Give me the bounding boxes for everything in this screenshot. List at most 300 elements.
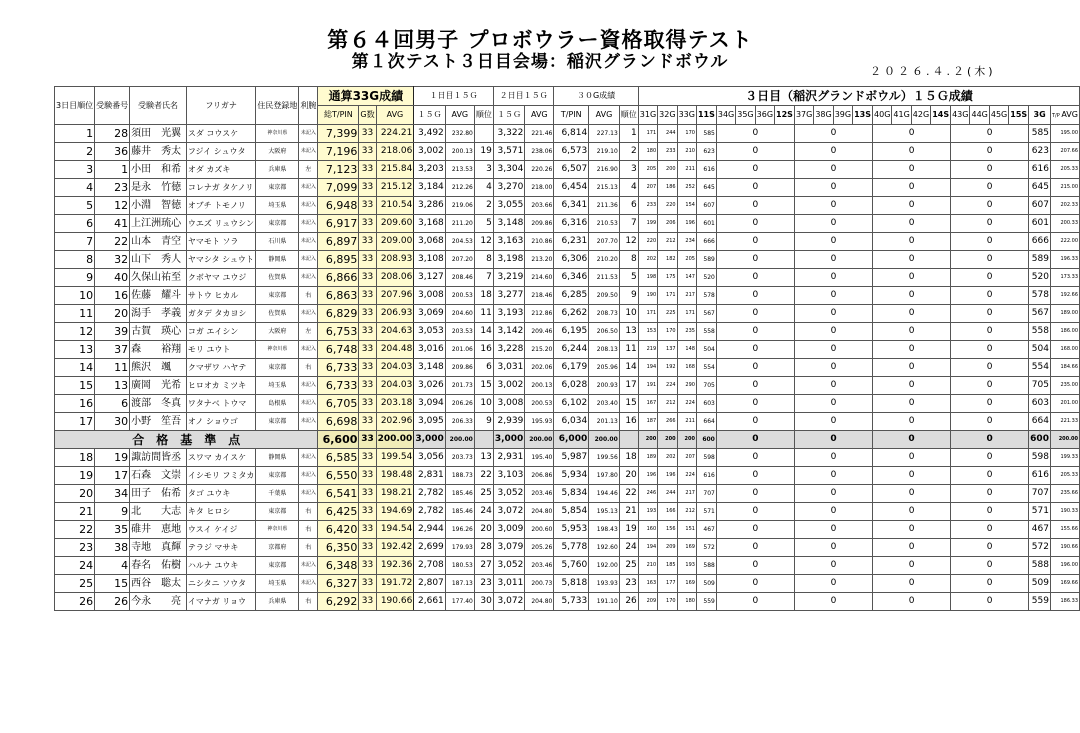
game-33-cell: 207 xyxy=(677,449,696,467)
exam-no-cell: 19 xyxy=(95,449,130,467)
d1-rank-cell: 28 xyxy=(474,539,493,557)
total-avg-cell: 215.12 xyxy=(376,179,414,197)
d1-rank-cell: 19 xyxy=(474,143,493,161)
series-15-cell: 0 xyxy=(951,287,1029,305)
series-15-cell: 0 xyxy=(951,179,1029,197)
d2-avg-cell: 238.06 xyxy=(525,143,554,161)
header-d1-avg: AVG xyxy=(445,106,474,125)
game-count-cell: 33 xyxy=(359,539,376,557)
d1-rank-cell: 8 xyxy=(474,251,493,269)
g30-rank-cell: 15 xyxy=(619,395,638,413)
furigana-cell: ワタナベ トウマ xyxy=(186,395,256,413)
d1-avg-cell: 208.46 xyxy=(445,269,474,287)
total-avg-cell: 204.03 xyxy=(376,359,414,377)
g30-avg-cell: 209.50 xyxy=(589,287,620,305)
game-32-cell: 212 xyxy=(658,233,677,251)
series-14-cell: 0 xyxy=(873,179,951,197)
d1-avg-cell: 232.80 xyxy=(445,125,474,143)
d2-avg-cell: 200.60 xyxy=(525,521,554,539)
name-cell: 佐藤 耀斗 xyxy=(130,287,187,305)
g30-pin-cell: 6,102 xyxy=(554,395,589,413)
total-avg-cell: 198.21 xyxy=(376,485,414,503)
table-row xyxy=(55,305,1080,323)
exam-no-cell: 30 xyxy=(95,413,130,431)
hand-cell: 未記入 xyxy=(299,413,318,431)
game-33-cell: 252 xyxy=(677,179,696,197)
furigana-cell: ガタデ タカヨシ xyxy=(186,305,256,323)
header-game-33g: 33G xyxy=(677,106,696,125)
g30-pin-cell: 6,346 xyxy=(554,269,589,287)
exam-no-cell: 20 xyxy=(95,305,130,323)
d2-pin-cell: 2,931 xyxy=(493,449,524,467)
series-12-cell: 0 xyxy=(716,125,794,143)
exam-no-cell: 1 xyxy=(95,161,130,179)
game-count-cell: 33 xyxy=(359,323,376,341)
game-33-cell: 193 xyxy=(677,557,696,575)
g3-avg-cell: 195.00 xyxy=(1050,125,1079,143)
exam-no-cell: 23 xyxy=(95,179,130,197)
g3-total-cell: 571 xyxy=(1029,503,1051,521)
header-game-39g: 39G xyxy=(833,106,852,125)
d2-pin-cell: 3,193 xyxy=(493,305,524,323)
g3-avg-cell: 222.00 xyxy=(1050,233,1079,251)
d2-pin-cell: 3,009 xyxy=(493,521,524,539)
total-avg-cell: 198.48 xyxy=(376,467,414,485)
d1-rank-cell: 14 xyxy=(474,323,493,341)
d2-avg-cell: 202.06 xyxy=(525,359,554,377)
game-count-cell: 33 xyxy=(359,215,376,233)
hand-cell: 未記入 xyxy=(299,449,318,467)
total-avg-cell: 206.93 xyxy=(376,305,414,323)
game-count-cell: 33 xyxy=(359,197,376,215)
header-avg: AVG xyxy=(376,106,414,125)
d1-avg-cell: 185.46 xyxy=(445,503,474,521)
header-30-rank: 順位 xyxy=(619,106,638,125)
g3-avg-cell: 235.00 xyxy=(1050,377,1079,395)
game-32-cell: 266 xyxy=(658,413,677,431)
series-12-cell: 0 xyxy=(716,575,794,593)
hand-cell: 右 xyxy=(299,287,318,305)
d1-avg-cell: 203.73 xyxy=(445,449,474,467)
d1-rank-cell: 12 xyxy=(474,233,493,251)
table-row xyxy=(55,593,1080,611)
d2-pin-cell: 3,011 xyxy=(493,575,524,593)
game-32-cell: 185 xyxy=(658,557,677,575)
game-32-cell: 182 xyxy=(658,251,677,269)
rank-cell: 8 xyxy=(55,251,95,269)
total-avg-cell: 192.42 xyxy=(376,539,414,557)
rank-cell: 15 xyxy=(55,377,95,395)
pref-cell: 大阪府 xyxy=(256,323,299,341)
rank-cell: 6 xyxy=(55,215,95,233)
g30-rank-cell: 26 xyxy=(619,593,638,611)
d1-pin-cell: 3,127 xyxy=(414,269,445,287)
series-15-cell: 0 xyxy=(951,521,1029,539)
g3-total-cell: 603 xyxy=(1029,395,1051,413)
d1-rank-cell: 2 xyxy=(474,197,493,215)
exam-no-cell: 4 xyxy=(95,557,130,575)
game-32-cell: 156 xyxy=(658,521,677,539)
g3-total-cell: 554 xyxy=(1029,359,1051,377)
d1-avg-cell: 200.53 xyxy=(445,287,474,305)
rank-cell: 11 xyxy=(55,305,95,323)
game-31-cell: 233 xyxy=(638,197,657,215)
d1-pin-cell: 2,708 xyxy=(414,557,445,575)
game-count-cell: 33 xyxy=(359,359,376,377)
d1-pin-cell: 3,492 xyxy=(414,125,445,143)
header-pref: 住民登録地 xyxy=(256,87,299,125)
header-30g: ３０G成績 xyxy=(554,87,638,106)
d2-pin-cell: 3,002 xyxy=(493,377,524,395)
d2-pin-cell: 3,198 xyxy=(493,251,524,269)
g30-pin-cell: 5,778 xyxy=(554,539,589,557)
series-12-cell: 0 xyxy=(716,593,794,611)
game-33-cell: 235 xyxy=(677,323,696,341)
d1-avg-cell: 204.53 xyxy=(445,233,474,251)
pass-series-12-cell: 0 xyxy=(716,431,794,449)
pass-t30-cell: 6,000 xyxy=(554,431,589,449)
series-15-cell: 0 xyxy=(951,161,1029,179)
header-game-34g: 34G xyxy=(716,106,735,125)
game-32-cell: 224 xyxy=(658,377,677,395)
pref-cell: 兵庫県 xyxy=(256,593,299,611)
d2-avg-cell: 218.00 xyxy=(525,179,554,197)
d1-pin-cell: 2,807 xyxy=(414,575,445,593)
game-32-cell: 170 xyxy=(658,323,677,341)
d2-avg-cell: 221.46 xyxy=(525,125,554,143)
name-cell: 寺地 真輝 xyxy=(130,539,187,557)
series-15-cell: 0 xyxy=(951,215,1029,233)
game-count-cell: 33 xyxy=(359,233,376,251)
series-14-cell: 0 xyxy=(873,377,951,395)
g30-rank-cell: 18 xyxy=(619,449,638,467)
g30-pin-cell: 6,454 xyxy=(554,179,589,197)
total-pin-cell: 6,733 xyxy=(318,359,359,377)
g30-rank-cell: 20 xyxy=(619,467,638,485)
pref-cell: 東京都 xyxy=(256,215,299,233)
d1-avg-cell: 207.20 xyxy=(445,251,474,269)
hand-cell: 未記入 xyxy=(299,575,318,593)
series-12-cell: 0 xyxy=(716,521,794,539)
g3-total-cell: 666 xyxy=(1029,233,1051,251)
table-row xyxy=(55,467,1080,485)
header-game-43g: 43G xyxy=(951,106,970,125)
hand-cell: 右 xyxy=(299,539,318,557)
series-15-cell: 0 xyxy=(951,593,1029,611)
g3-total-cell: 467 xyxy=(1029,521,1051,539)
game-31-cell: 171 xyxy=(638,305,657,323)
g30-pin-cell: 6,306 xyxy=(554,251,589,269)
series-13-cell: 0 xyxy=(794,503,872,521)
page-title: 第６４回男子 プロボウラー資格取得テスト xyxy=(327,28,753,52)
hand-cell: 未記入 xyxy=(299,341,318,359)
pref-cell: 京都府 xyxy=(256,539,299,557)
g3-total-cell: 558 xyxy=(1029,323,1051,341)
d2-avg-cell: 209.46 xyxy=(525,323,554,341)
hand-cell: 未記入 xyxy=(299,485,318,503)
g30-rank-cell: 11 xyxy=(619,341,638,359)
d1-avg-cell: 177.40 xyxy=(445,593,474,611)
d2-avg-cell: 214.60 xyxy=(525,269,554,287)
pass-series-15-cell: 0 xyxy=(951,431,1029,449)
d1-rank-cell: 18 xyxy=(474,287,493,305)
d2-pin-cell: 3,142 xyxy=(493,323,524,341)
header-day2: ２日目１５Ｇ xyxy=(493,87,554,106)
d1-avg-cell: 179.93 xyxy=(445,539,474,557)
pref-cell: 東京都 xyxy=(256,557,299,575)
rank-cell: 5 xyxy=(55,197,95,215)
series-15-cell: 0 xyxy=(951,341,1029,359)
d2-avg-cell: 200.53 xyxy=(525,395,554,413)
game-33-cell: 151 xyxy=(677,521,696,539)
d2-pin-cell: 3,052 xyxy=(493,557,524,575)
name-cell: 今永 亮 xyxy=(130,593,187,611)
series-14-cell: 0 xyxy=(873,161,951,179)
game-31-cell: 190 xyxy=(638,287,657,305)
g3-total-cell: 585 xyxy=(1029,125,1051,143)
d1-avg-cell: 213.53 xyxy=(445,161,474,179)
exam-no-cell: 11 xyxy=(95,359,130,377)
furigana-cell: フジイ シュウタ xyxy=(186,143,256,161)
name-cell: 潟手 孝義 xyxy=(130,305,187,323)
series-15-cell: 0 xyxy=(951,539,1029,557)
d1-pin-cell: 3,094 xyxy=(414,395,445,413)
game-31-cell: 198 xyxy=(638,269,657,287)
game-33-cell: 169 xyxy=(677,539,696,557)
d1-rank-cell: 6 xyxy=(474,359,493,377)
game-33-cell: 217 xyxy=(677,287,696,305)
hand-cell: 未記入 xyxy=(299,557,318,575)
g3-avg-cell: 189.00 xyxy=(1050,305,1079,323)
header-avg-small: AVG xyxy=(1061,110,1078,119)
pref-cell: 静岡県 xyxy=(256,251,299,269)
series-12-cell: 0 xyxy=(716,323,794,341)
series-13-cell: 0 xyxy=(794,539,872,557)
exam-no-cell: 6 xyxy=(95,395,130,413)
game-31-cell: 246 xyxy=(638,485,657,503)
d1-rank-cell: 30 xyxy=(474,593,493,611)
d2-avg-cell: 210.86 xyxy=(525,233,554,251)
pass-series-14-cell: 0 xyxy=(873,431,951,449)
series-11-cell: 571 xyxy=(696,503,716,521)
series-11-cell: 707 xyxy=(696,485,716,503)
header-game-38g: 38G xyxy=(814,106,833,125)
furigana-cell: テラジ マサキ xyxy=(186,539,256,557)
name-cell: 小田 和希 xyxy=(130,161,187,179)
hand-cell: 未記入 xyxy=(299,125,318,143)
d1-avg-cell: 200.13 xyxy=(445,143,474,161)
d2-avg-cell: 212.86 xyxy=(525,305,554,323)
g3-avg-cell: 205.33 xyxy=(1050,467,1079,485)
pass-avg-cell: 200.00 xyxy=(376,431,414,449)
game-33-cell: 210 xyxy=(677,143,696,161)
game-31-cell: 210 xyxy=(638,557,657,575)
series-11-cell: 572 xyxy=(696,539,716,557)
g30-avg-cell: 216.90 xyxy=(589,161,620,179)
total-avg-cell: 224.21 xyxy=(376,125,414,143)
d1-pin-cell: 2,782 xyxy=(414,503,445,521)
g30-pin-cell: 6,316 xyxy=(554,215,589,233)
game-count-cell: 33 xyxy=(359,521,376,539)
series-12-cell: 0 xyxy=(716,233,794,251)
series-13-cell: 0 xyxy=(794,449,872,467)
header-tp: T/P xyxy=(1051,113,1062,119)
d1-avg-cell: 180.53 xyxy=(445,557,474,575)
rank-cell: 19 xyxy=(55,467,95,485)
d1-rank-cell: 27 xyxy=(474,557,493,575)
game-33-cell: 205 xyxy=(677,251,696,269)
d2-pin-cell: 3,219 xyxy=(493,269,524,287)
series-11-cell: 666 xyxy=(696,233,716,251)
total-avg-cell: 199.54 xyxy=(376,449,414,467)
table-row xyxy=(55,539,1080,557)
furigana-cell: ウスイ ケイジ xyxy=(186,521,256,539)
series-15-cell: 0 xyxy=(951,251,1029,269)
series-13-cell: 0 xyxy=(794,341,872,359)
series-12-cell: 0 xyxy=(716,251,794,269)
series-13-cell: 0 xyxy=(794,179,872,197)
header-game-14s: 14S xyxy=(931,106,951,125)
d2-avg-cell: 215.20 xyxy=(525,341,554,359)
game-32-cell: 137 xyxy=(658,341,677,359)
header-row-1 xyxy=(55,87,1080,106)
series-14-cell: 0 xyxy=(873,503,951,521)
series-15-cell: 0 xyxy=(951,305,1029,323)
d2-pin-cell: 3,277 xyxy=(493,287,524,305)
g30-pin-cell: 6,034 xyxy=(554,413,589,431)
name-cell: 諏訪間皆丞 xyxy=(130,449,187,467)
rank-cell: 4 xyxy=(55,179,95,197)
g30-avg-cell: 197.80 xyxy=(589,467,620,485)
rank-cell: 3 xyxy=(55,161,95,179)
header-game-12s: 12S xyxy=(775,106,795,125)
total-pin-cell: 6,292 xyxy=(318,593,359,611)
d1-rank-cell: 11 xyxy=(474,305,493,323)
series-14-cell: 0 xyxy=(873,395,951,413)
hand-cell: 未記入 xyxy=(299,269,318,287)
name-cell: 古賀 瑛心 xyxy=(130,323,187,341)
d2-pin-cell: 2,939 xyxy=(493,413,524,431)
furigana-cell: ハルナ ユウキ xyxy=(186,557,256,575)
g30-rank-cell: 23 xyxy=(619,575,638,593)
d2-avg-cell: 203.66 xyxy=(525,197,554,215)
d1-avg-cell: 204.60 xyxy=(445,305,474,323)
game-count-cell: 33 xyxy=(359,287,376,305)
hand-cell: 未記入 xyxy=(299,377,318,395)
game-count-cell: 33 xyxy=(359,143,376,161)
total-pin-cell: 6,753 xyxy=(318,323,359,341)
g30-avg-cell: 200.93 xyxy=(589,377,620,395)
exam-no-cell: 15 xyxy=(95,575,130,593)
d1-pin-cell: 3,184 xyxy=(414,179,445,197)
series-14-cell: 0 xyxy=(873,287,951,305)
pref-cell: 東京都 xyxy=(256,413,299,431)
g30-rank-cell: 22 xyxy=(619,485,638,503)
series-14-cell: 0 xyxy=(873,539,951,557)
name-cell: 碓井 恵地 xyxy=(130,521,187,539)
g30-avg-cell: 195.13 xyxy=(589,503,620,521)
game-31-cell: 193 xyxy=(638,503,657,521)
pref-cell: 千葉県 xyxy=(256,485,299,503)
d1-pin-cell: 3,053 xyxy=(414,323,445,341)
exam-no-cell: 37 xyxy=(95,341,130,359)
total-pin-cell: 6,420 xyxy=(318,521,359,539)
furigana-cell: オブチ トモノリ xyxy=(186,197,256,215)
g3-avg-cell: 155.66 xyxy=(1050,521,1079,539)
pass-a30-cell: 200.00 xyxy=(589,431,620,449)
d2-pin-cell: 3,322 xyxy=(493,125,524,143)
total-pin-cell: 6,705 xyxy=(318,395,359,413)
g30-rank-cell: 21 xyxy=(619,503,638,521)
series-13-cell: 0 xyxy=(794,359,872,377)
d1-pin-cell: 3,108 xyxy=(414,251,445,269)
pass-g3a-cell: 200.00 xyxy=(1050,431,1079,449)
d2-avg-cell: 204.80 xyxy=(525,593,554,611)
hand-cell: 未記入 xyxy=(299,197,318,215)
game-31-cell: 180 xyxy=(638,143,657,161)
hand-cell: 未記入 xyxy=(299,467,318,485)
total-avg-cell: 209.00 xyxy=(376,233,414,251)
d2-pin-cell: 3,079 xyxy=(493,539,524,557)
g3-total-cell: 588 xyxy=(1029,557,1051,575)
series-14-cell: 0 xyxy=(873,593,951,611)
series-13-cell: 0 xyxy=(794,269,872,287)
total-pin-cell: 6,829 xyxy=(318,305,359,323)
g3-avg-cell: 207.66 xyxy=(1050,143,1079,161)
series-12-cell: 0 xyxy=(716,197,794,215)
furigana-cell: ウエズ リュウシン xyxy=(186,215,256,233)
d1-pin-cell: 2,944 xyxy=(414,521,445,539)
g30-pin-cell: 5,818 xyxy=(554,575,589,593)
d1-rank-cell: 20 xyxy=(474,521,493,539)
g3-avg-cell: 173.33 xyxy=(1050,269,1079,287)
series-13-cell: 0 xyxy=(794,251,872,269)
d1-pin-cell: 2,831 xyxy=(414,467,445,485)
g30-rank-cell: 17 xyxy=(619,377,638,395)
furigana-cell: モリ ユウト xyxy=(186,341,256,359)
g30-rank-cell: 13 xyxy=(619,323,638,341)
game-31-cell: 163 xyxy=(638,575,657,593)
g30-avg-cell: 208.73 xyxy=(589,305,620,323)
pref-cell: 島根県 xyxy=(256,395,299,413)
g3-avg-cell: 192.66 xyxy=(1050,287,1079,305)
g30-rank-cell: 25 xyxy=(619,557,638,575)
total-avg-cell: 204.48 xyxy=(376,341,414,359)
pass-g-cell: 33 xyxy=(359,431,376,449)
d1-pin-cell: 3,168 xyxy=(414,215,445,233)
header-hand: 利腕 xyxy=(299,87,318,125)
furigana-cell: イマナガ リョウ xyxy=(186,593,256,611)
table-row xyxy=(55,215,1080,233)
game-count-cell: 33 xyxy=(359,395,376,413)
table-row xyxy=(55,233,1080,251)
exam-no-cell: 39 xyxy=(95,323,130,341)
d2-pin-cell: 3,270 xyxy=(493,179,524,197)
pref-cell: 埼玉県 xyxy=(256,197,299,215)
total-pin-cell: 6,550 xyxy=(318,467,359,485)
game-32-cell: 233 xyxy=(658,143,677,161)
g30-pin-cell: 5,834 xyxy=(554,485,589,503)
d2-pin-cell: 3,103 xyxy=(493,467,524,485)
game-31-cell: 209 xyxy=(638,593,657,611)
name-cell: 藤井 秀太 xyxy=(130,143,187,161)
d2-pin-cell: 3,571 xyxy=(493,143,524,161)
g3-avg-cell: 205.33 xyxy=(1050,161,1079,179)
game-31-cell: 194 xyxy=(638,359,657,377)
furigana-cell: コレナガ タケノリ xyxy=(186,179,256,197)
d2-avg-cell: 195.93 xyxy=(525,413,554,431)
g30-pin-cell: 6,285 xyxy=(554,287,589,305)
